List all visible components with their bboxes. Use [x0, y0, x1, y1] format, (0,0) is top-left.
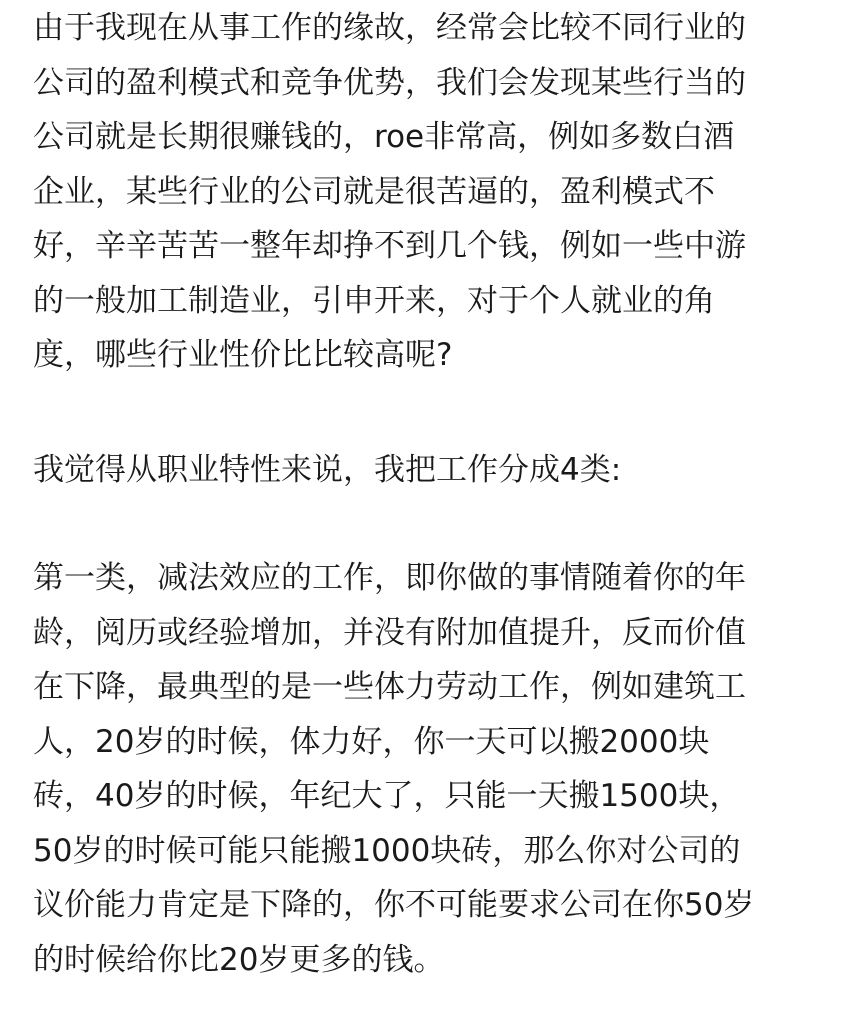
paragraph-3 — [33, 551, 754, 987]
paragraph-1 — [33, 1, 746, 383]
text-line: 议价能力肯定是下降的，你不可能要求公司在你50岁 — [33, 887, 755, 923]
text-line: 人，20岁的时候，体力好，你一天可以搬2000块 — [33, 723, 710, 760]
text-line: 公司的盈利模式和竞争优势，我们会发现某些行当的 — [33, 64, 746, 101]
paragraph-2 — [33, 443, 621, 498]
text-line: 50岁的时候可能只能搬1000块砖，那么你对公司的 — [33, 832, 741, 869]
text-line: 的一般加工制造业，引申开来，对于个人就业的角 — [33, 282, 715, 319]
text-line: 的时候给你比20岁更多的钱。 — [33, 941, 445, 978]
text-line: 我觉得从职业特性来说，我把工作分成4类: — [33, 452, 622, 488]
text-line: 度，哪些行业性价比比较高呢? — [33, 337, 453, 373]
text-line: 企业，某些行业的公司就是很苦逼的，盈利模式不 — [33, 173, 715, 210]
text-line: 公司就是长期很赚钱的，roe非常高，例如多数白酒 — [33, 119, 735, 155]
text-line: 龄，阅历或经验增加，并没有附加值提升，反而价值 — [33, 614, 746, 651]
text-line: 由于我现在从事工作的缘故，经常会比较不同行业的 — [33, 10, 746, 46]
text-line: 砖，40岁的时候，年纪大了，只能一天搬1500块， — [33, 778, 741, 814]
text-line: 好，辛辛苦苦一整年却挣不到几个钱，例如一些中游 — [33, 228, 746, 264]
text-line: 第一类，减法效应的工作，即你做的事情随着你的年 — [33, 560, 746, 596]
text-line: 在下降，最典型的是一些体力劳动工作，例如建筑工 — [33, 669, 746, 705]
